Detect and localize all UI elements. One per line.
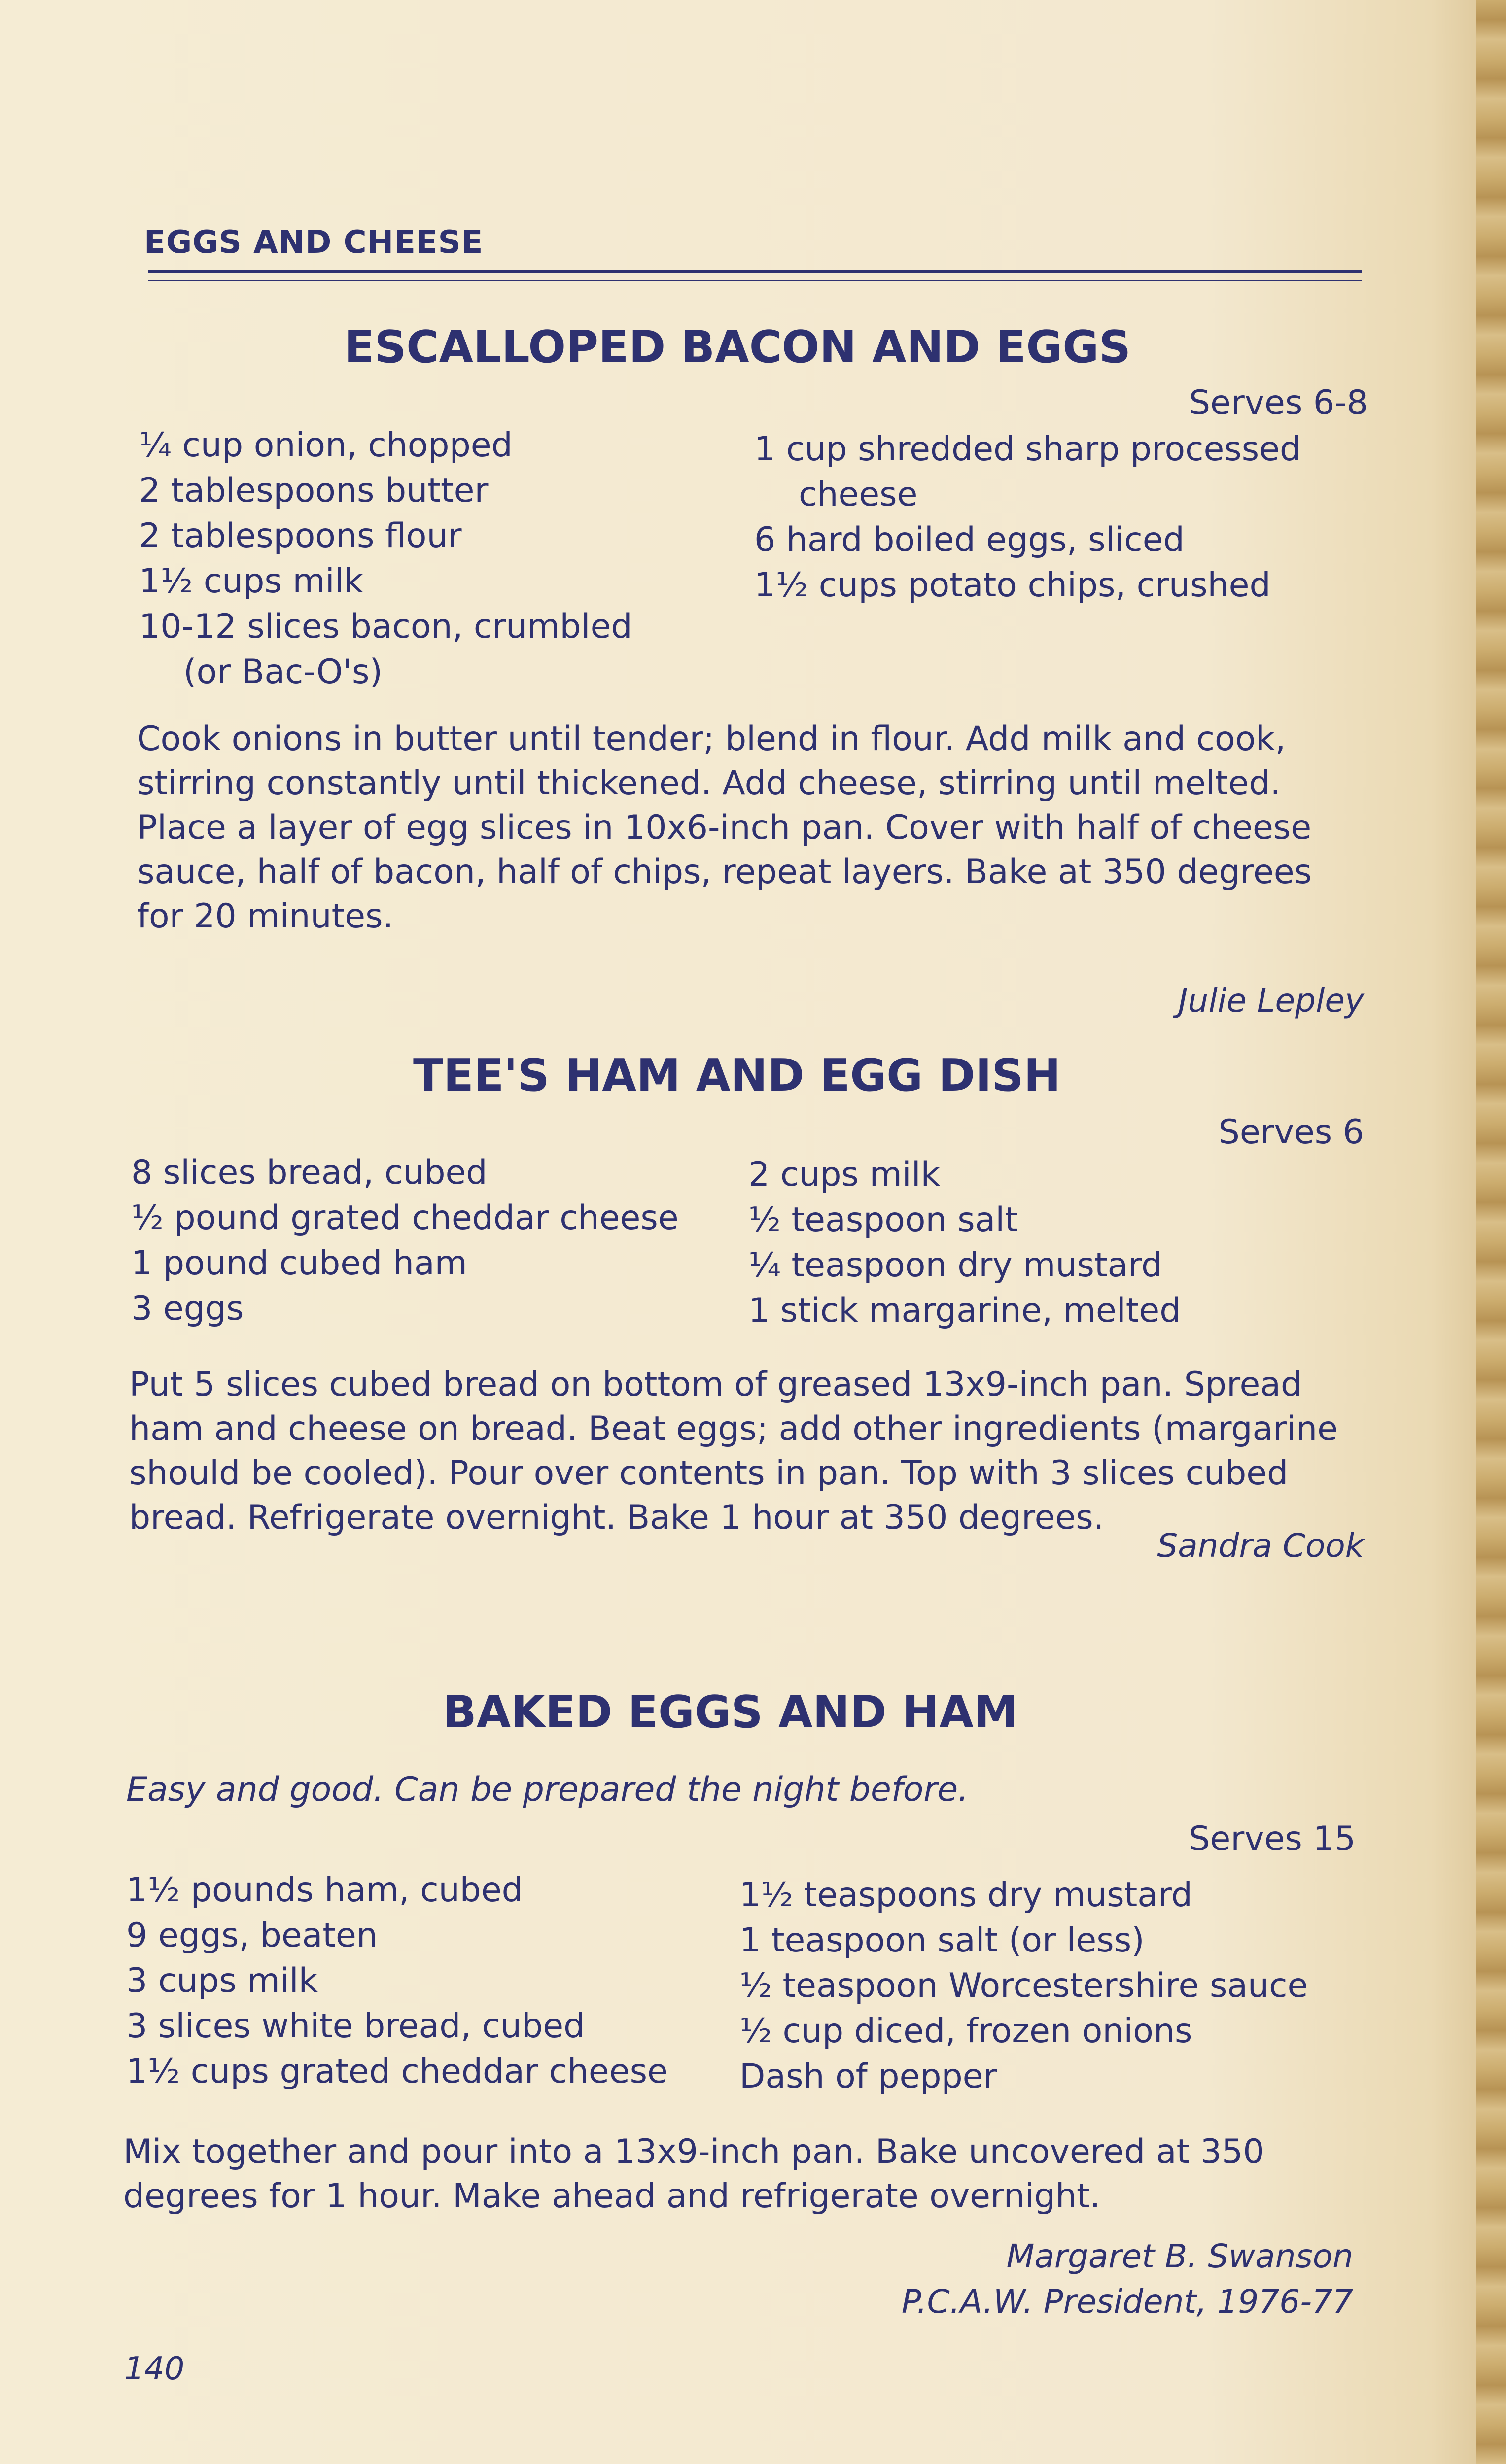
recipe-title: BAKED EGGS AND HAM [443, 1686, 1018, 1738]
recipe-subtitle: Easy and good. Can be prepared the night before. [126, 1770, 969, 1809]
ingredient-item: 1 cup shredded sharp processed [754, 430, 1301, 469]
ingredient-item: 3 eggs [131, 1289, 244, 1328]
ingredient-item: 3 slices white bread, cubed [126, 2007, 585, 2046]
recipe-directions [129, 1363, 1338, 1540]
directions-line: for 20 minutes. [137, 897, 394, 936]
recipe-author: Sandra Cook [1157, 1527, 1364, 1565]
ingredients-left [126, 1868, 668, 2094]
recipe-directions [137, 717, 1312, 939]
ingredient-item: ½ cup diced, frozen onions [739, 2012, 1192, 2051]
ingredient-item: 3 cups milk [126, 1961, 318, 2000]
directions-line: Place a layer of egg slices in 10x6-inch pan. Cover with half of cheese [137, 808, 1312, 847]
directions-line: ham and cheese on bread. Beat eggs; add other ingredients (margarine [129, 1409, 1338, 1448]
ingredient-item: 1½ pounds ham, cubed [126, 1871, 523, 1910]
directions-line: should be cooled). Pour over contents in pan. Top with 3 slices cubed [129, 1454, 1289, 1493]
directions-line: degrees for 1 hour. Make ahead and refrigerate overnight. [123, 2177, 1101, 2216]
directions-line: bread. Refrigerate overnight. Bake 1 hour at 350 degrees. [129, 1498, 1104, 1537]
ingredient-item: 6 hard boiled eggs, sliced [754, 520, 1185, 559]
ingredient-item: 1 stick margarine, melted [748, 1291, 1181, 1330]
ingredient-item: ½ teaspoon Worcestershire sauce [739, 1966, 1308, 2005]
ingredient-item: (or Bac-O's) [183, 652, 383, 691]
ingredient-item: 1½ cups potato chips, crushed [754, 566, 1271, 605]
ingredient-item: ½ teaspoon salt [748, 1200, 1018, 1239]
recipe-serves: Serves 6-8 [1189, 383, 1368, 422]
directions-line: sauce, half of bacon, half of chips, repeat layers. Bake at 350 degrees [137, 853, 1312, 891]
recipe-title: ESCALLOPED BACON AND EGGS [344, 321, 1131, 373]
ingredient-item: 1 teaspoon salt (or less) [739, 1921, 1145, 1960]
directions-line: Mix together and pour into a 13x9-inch pan. Bake uncovered at 350 [123, 2132, 1264, 2171]
book-binding-edge [1476, 0, 1506, 2464]
ingredients-right [754, 427, 1301, 608]
ingredient-item: 2 cups milk [748, 1155, 940, 1194]
ingredient-item: 1½ teaspoons dry mustard [739, 1876, 1192, 1915]
page-number: 140 [124, 2351, 185, 2387]
ingredients-right [748, 1152, 1181, 1334]
directions-line: stirring constantly until thickened. Add cheese, stirring until melted. [137, 764, 1281, 803]
recipe-title: TEE'S HAM AND EGG DISH [413, 1050, 1061, 1101]
recipe-author-title: P.C.A.W. President, 1976-77 [901, 2283, 1353, 2321]
ingredient-item: 2 tablespoons butter [139, 471, 489, 510]
header-rule [148, 270, 1362, 273]
ingredient-item: Dash of pepper [739, 2057, 997, 2096]
recipe-directions [123, 2130, 1264, 2219]
ingredient-item: 1½ cups grated cheddar cheese [126, 2052, 668, 2091]
ingredient-item: 1 pound cubed ham [131, 1244, 467, 1283]
ingredients-left [131, 1150, 679, 1332]
recipe-serves: Serves 15 [1189, 1819, 1356, 1858]
directions-line: Put 5 slices cubed bread on bottom of greased 13x9-inch pan. Spread [129, 1365, 1302, 1404]
ingredient-item: ½ pound grated cheddar cheese [131, 1198, 679, 1237]
ingredient-item: 1½ cups milk [139, 562, 363, 601]
ingredient-item: ¼ cup onion, chopped [139, 426, 513, 465]
recipe-author: Julie Lepley [1178, 982, 1364, 1020]
ingredient-item: 2 tablespoons flour [139, 516, 462, 555]
ingredient-item: cheese [799, 475, 918, 514]
section-header: EGGS AND CHEESE [144, 224, 484, 261]
ingredients-left [139, 423, 632, 695]
header-rule-thin [148, 280, 1362, 281]
ingredient-item: 9 eggs, beaten [126, 1916, 378, 1955]
directions-line: Cook onions in butter until tender; blend in flour. Add milk and cook, [137, 719, 1286, 758]
ingredient-item: 8 slices bread, cubed [131, 1153, 488, 1192]
ingredient-item: 10-12 slices bacon, crumbled [139, 607, 632, 646]
ingredient-item: ¼ teaspoon dry mustard [748, 1246, 1163, 1285]
recipe-serves: Serves 6 [1218, 1113, 1364, 1152]
recipe-author: Margaret B. Swanson [1006, 2237, 1353, 2275]
ingredients-right [739, 1873, 1308, 2099]
